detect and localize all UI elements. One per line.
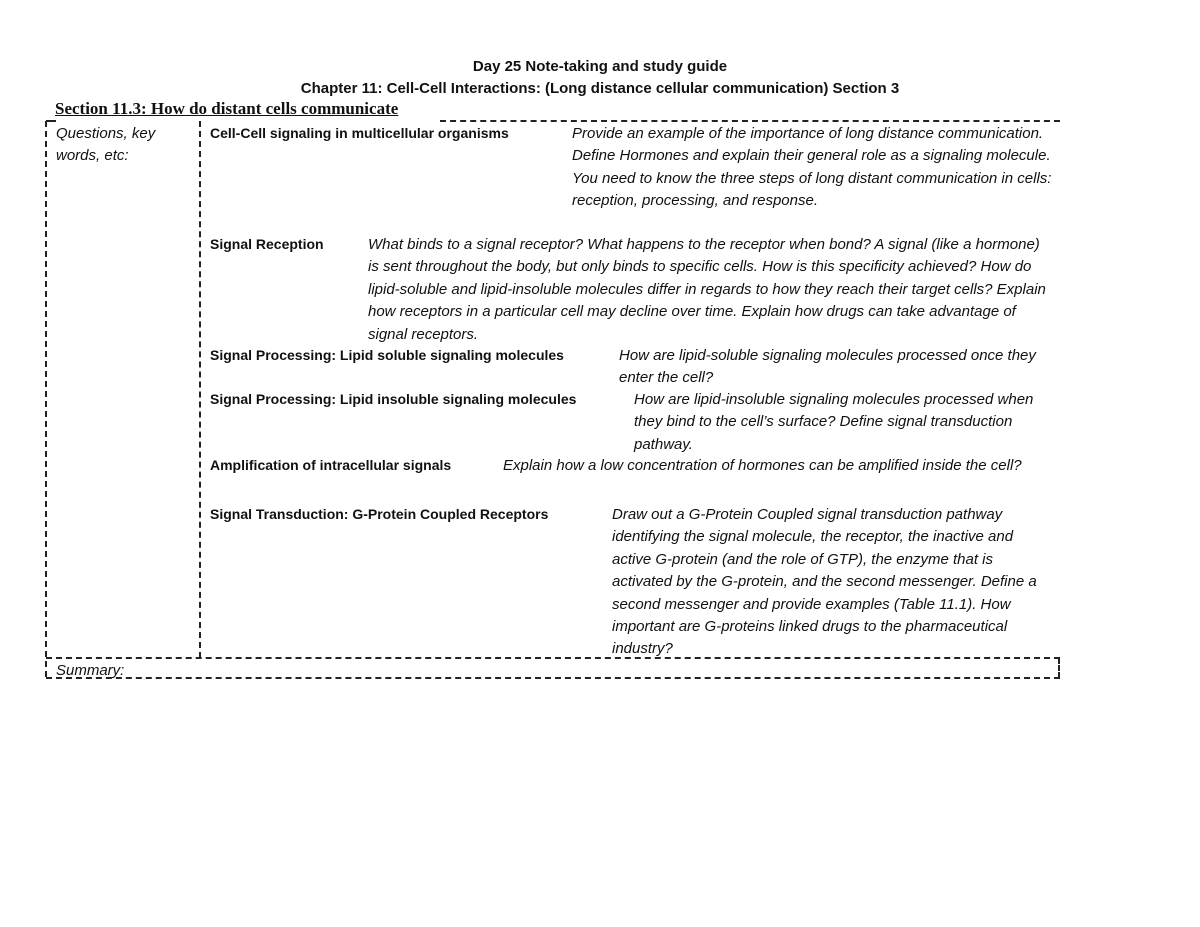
topic-prompt: How are lipid-soluble signaling molecules processed once they enter the cell? bbox=[619, 347, 1036, 387]
table-bottom-border bbox=[46, 677, 1060, 679]
topic-title: Signal Transduction: G-Protein Coupled Receptors bbox=[210, 506, 549, 522]
topic-title: Amplification of intracellular signals bbox=[210, 457, 452, 473]
topic-title: Cell-Cell signaling in multicellular organisms bbox=[210, 125, 509, 141]
chapter-subtitle: Chapter 11: Cell-Cell Interactions: (Long distance cellular communication) Section 3 bbox=[300, 80, 900, 97]
column-divider bbox=[199, 121, 201, 658]
table-right-border bbox=[1058, 658, 1060, 678]
summary-label: Summary: bbox=[56, 662, 125, 679]
topic-prompt: How are lipid-insoluble signaling molecules processed when they bind to the cell’s surface? Define signal transduction pathway. bbox=[634, 391, 1034, 453]
topic-prompt: Draw out a G-Protein Coupled signal transduction pathway identifying the signal molecule, the receptor, the inactive and active G-protein (and the role of GTP), the enzyme that is activated by the G-protein, and the second messenger. Define a second messenger and provide examples (Table 11.1). How important are G-proteins linked drugs to the pharmaceutical industry? bbox=[612, 506, 1037, 658]
topic-title: Signal Processing: Lipid insoluble signaling molecules bbox=[210, 391, 577, 407]
cue-column-label: Questions, key words, etc: bbox=[56, 125, 156, 164]
topic-prompt: Explain how a low concentration of hormones can be amplified inside the cell? bbox=[503, 457, 1022, 474]
topic-title: Signal Processing: Lipid soluble signaling molecules bbox=[210, 347, 564, 363]
table-top-border bbox=[440, 120, 1060, 122]
topic-title: Signal Reception bbox=[210, 236, 324, 252]
section-heading: Section 11.3: How do distant cells communicate bbox=[55, 99, 399, 118]
table-left-border bbox=[45, 121, 47, 677]
document-title: Day 25 Note-taking and study guide bbox=[472, 58, 728, 75]
table-top-border-left bbox=[46, 120, 56, 122]
topic-prompt: What binds to a signal receptor? What happens to the receptor when bond? A signal (like a hormone) is sent throughout the body, but only binds to specific cells. How is this specificity achieved? How do lipid-soluble and lipid-insoluble molecules differ in regards to how they reach their target cells? Explain how receptors in a particular cell may decline over time. Explain how drugs can take advantage of signal receptors. bbox=[368, 236, 1046, 343]
topic-prompt: Provide an example of the importance of long distance communication. Define Hormones and explain their general role as a signaling molecule. You need to know the three steps of long distant communication in cells: reception, processing, and response. bbox=[572, 125, 1052, 210]
